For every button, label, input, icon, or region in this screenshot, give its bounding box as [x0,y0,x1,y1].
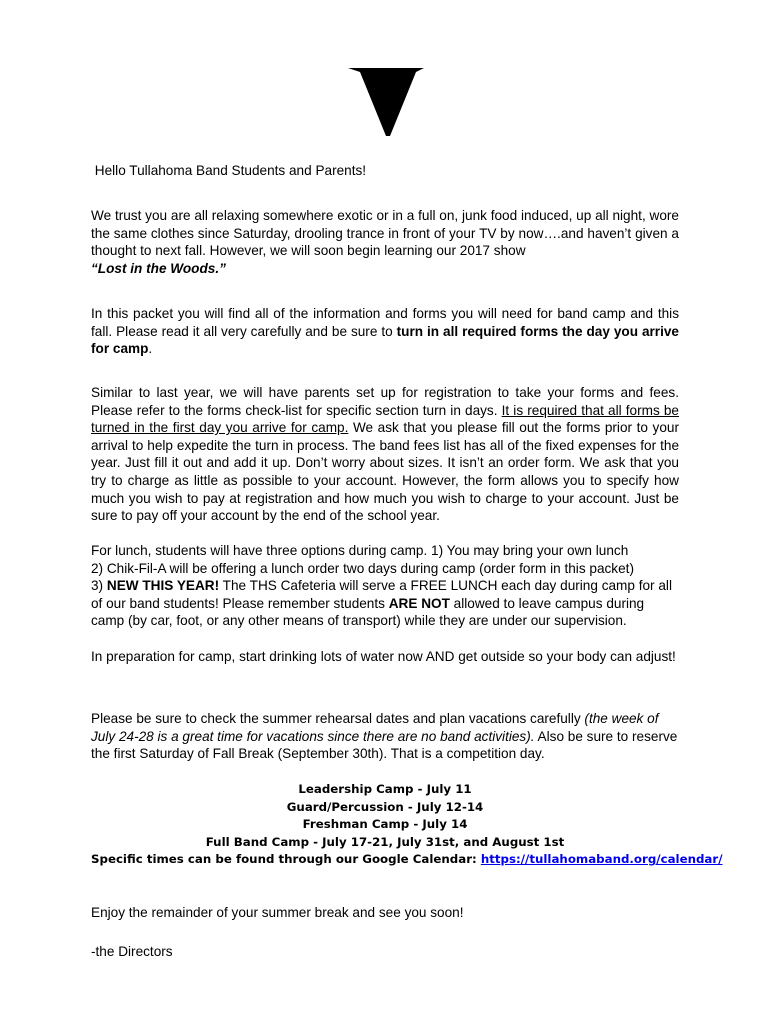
camp-schedule [91,781,723,869]
v-logo-icon [346,66,426,136]
signature: -the Directors [91,944,173,959]
greeting: Hello Tullahoma Band Students and Parents! [94,163,367,178]
calendar-link[interactable]: https://tullahomaband.org/calendar/ [480,852,723,866]
schedule-calendar-line: Specific times can be found through our Google Calendar: https://tullahomaband.org/calendar/ [91,852,723,866]
packet-paragraph: In this packet you will find all of the information and forms you will need for band camp and this fall. Please read it all very carefully and be sure to turn in all required forms the day you arrive for camp. [91,306,679,357]
lunch-paragraph: For lunch, students will have three options during camp. 1) You may bring your own lunch 2) Chik-Fil-A will be offering a lunch order two days during camp (order form in this packet) 3) NEW THIS YEAR! The THS Cafeteria will serve a FREE LUNCH each day during camp for all of our band students! Please remember students ARE NOT allowed to leave campus during camp (by car, foot, or any other means of transport) while they are under our supervision. [91,543,672,629]
schedule-guard-percussion: Guard/Percussion - July 12-14 [286,799,484,814]
schedule-freshman: Freshman Camp - July 14 [302,817,468,831]
schedule-leadership: Leadership Camp - July 11 [298,782,472,796]
closing-line: Enjoy the remainder of your summer break and see you soon! [91,905,464,920]
schedule-full-band: Full Band Camp - July 17-21, July 31st, and August 1st [205,834,565,849]
registration-paragraph: Similar to last year, we will have parents set up for registration to take your forms and fees. Please refer to the forms check-list for specific section turn in days. It is required that all forms be turned in the first day you arrive for camp. We ask that you please fill out the forms prior to your arrival to help expedite the turn in process. The band fees list has all of the fixed expenses for the year. Just fill it out and add it up. Don’t worry about sizes. It isn’t an order form. We ask that you try to charge as little as possible to your account. However, the form allows you to specify how much you wish to pay at registration and how much you wish to charge to your account. Just be sure to pay off your account by the end of the school year. [91,385,679,524]
vacation-paragraph: Please be sure to check the summer rehearsal dates and plan vacations carefully (the week of July 24-28 is a great time for vacations since there are no band activities). Also be sure to reserve the first Saturday of Fall Break (September 30th). That is a competition day. [91,711,678,762]
show-title: “Lost in the Woods.” [91,260,226,276]
water-paragraph: In preparation for camp, start drinking lots of water now AND get outside so your body can adjust! [91,649,676,664]
intro-paragraph: We trust you are all relaxing somewhere exotic or in a full on, junk food induced, up all night, wore the same clothes since Saturday, drooling trance in front of your TV by now….and haven’t given a thought to next fall. However, we will soon begin learning our 2017 show “Lost in the Woods.” [91,208,679,276]
